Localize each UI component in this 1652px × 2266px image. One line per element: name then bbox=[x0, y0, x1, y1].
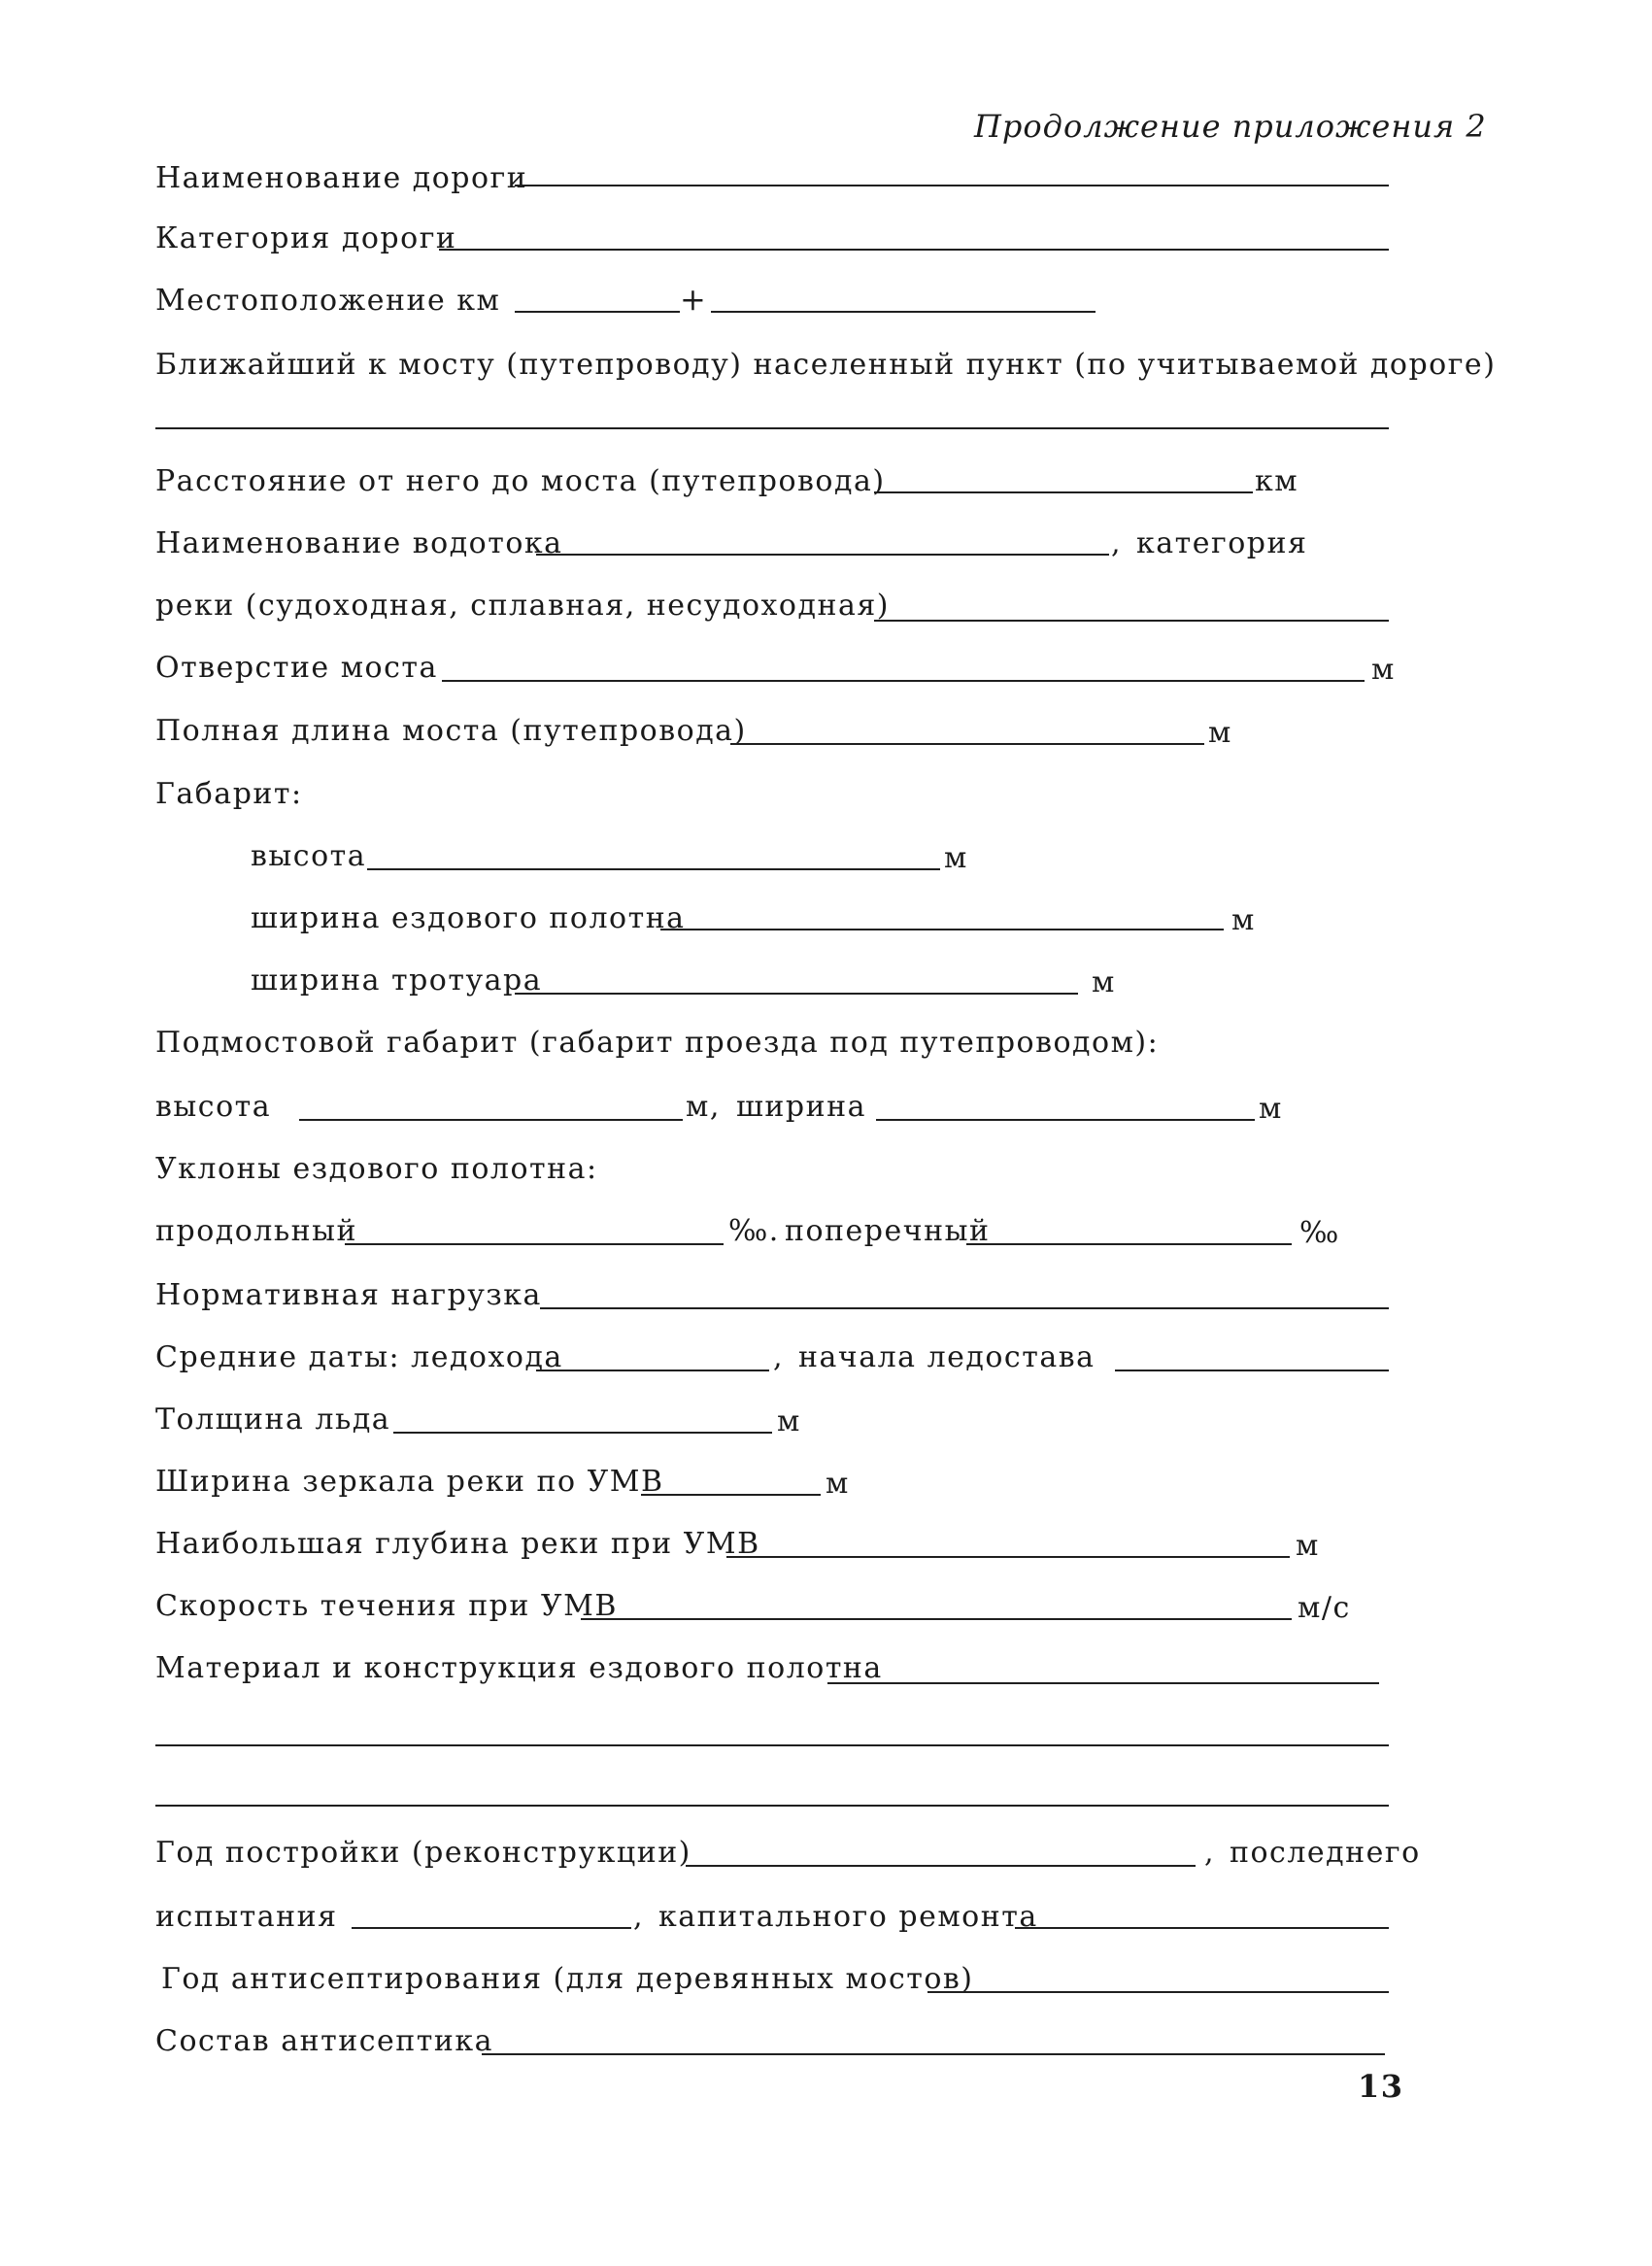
full-length-unit: м bbox=[1208, 716, 1232, 750]
river-type-label: реки (судоходная, сплавная, несудоходная) bbox=[155, 589, 890, 623]
avg-dates-label: Средние даты: ледохода bbox=[155, 1340, 563, 1374]
max-depth-unit: м bbox=[1296, 1529, 1320, 1563]
location-plus-field[interactable] bbox=[711, 311, 1096, 313]
antiseptic-year-field[interactable] bbox=[927, 1991, 1389, 1993]
carriageway-width-label: ширина ездового полотна bbox=[251, 901, 686, 935]
test-comma: , bbox=[633, 1900, 645, 1934]
river-type-field[interactable] bbox=[874, 620, 1389, 622]
clearance-label: Габарит: bbox=[155, 777, 303, 811]
under-clearance-label: Подмостовой габарит (габарит проезда под путепроводом): bbox=[155, 1026, 1160, 1060]
flow-speed-label: Скорость течения при УМВ bbox=[155, 1589, 618, 1623]
freeze-start-label: начала ледостава bbox=[798, 1340, 1096, 1374]
material-field-1[interactable] bbox=[827, 1682, 1379, 1684]
page-number: 13 bbox=[1358, 2068, 1404, 2105]
antiseptic-year-label: Год антисептирования (для деревянных мостов) bbox=[161, 1962, 974, 1996]
longitudinal-label: продольный bbox=[155, 1214, 358, 1248]
transverse-field[interactable] bbox=[966, 1243, 1292, 1245]
bridge-opening-field[interactable] bbox=[442, 680, 1365, 682]
height-unit: м bbox=[944, 841, 968, 875]
watercourse-comma: , bbox=[1111, 526, 1123, 560]
under-width-unit: м bbox=[1259, 1092, 1283, 1126]
material-field-3[interactable] bbox=[155, 1805, 1389, 1807]
transverse-label: поперечный bbox=[785, 1214, 991, 1248]
plus-sign: + bbox=[680, 281, 708, 318]
sidewalk-width-label: ширина тротуара bbox=[251, 964, 543, 998]
flow-speed-field[interactable] bbox=[581, 1618, 1292, 1620]
under-height-unit: м, bbox=[686, 1090, 721, 1124]
nearest-settlement-label: Ближайший к мосту (путепроводу) населенный пункт (по учитываемой дороге) bbox=[155, 348, 1497, 382]
river-width-field[interactable] bbox=[641, 1494, 821, 1496]
longitudinal-unit: ‰. bbox=[728, 1214, 780, 1248]
freeze-start-field[interactable] bbox=[1115, 1370, 1389, 1371]
watercourse-label: Наименование водотока bbox=[155, 526, 563, 560]
carriageway-width-unit: м bbox=[1231, 903, 1256, 937]
year-built-label: Год постройки (реконструкции) bbox=[155, 1836, 691, 1870]
year-built-comma: , bbox=[1204, 1836, 1216, 1870]
location-km-field[interactable] bbox=[515, 311, 680, 313]
material-label: Материал и конструкция ездового полотна bbox=[155, 1651, 883, 1685]
page-header: Продолжение приложения 2 bbox=[974, 108, 1487, 145]
antiseptic-composition-field[interactable] bbox=[482, 2053, 1385, 2055]
overhaul-field[interactable] bbox=[1015, 1927, 1389, 1929]
material-field-2[interactable] bbox=[155, 1744, 1389, 1746]
river-width-unit: м bbox=[826, 1467, 850, 1501]
ice-thickness-field[interactable] bbox=[393, 1432, 772, 1434]
distance-unit: км bbox=[1255, 464, 1299, 498]
under-width-label: ширина bbox=[736, 1090, 866, 1124]
category-label: категория bbox=[1136, 526, 1308, 560]
ice-drift-comma: , bbox=[773, 1340, 785, 1374]
under-height-label: высота bbox=[155, 1090, 272, 1124]
last-label: последнего bbox=[1230, 1836, 1421, 1870]
sidewalk-width-field[interactable] bbox=[515, 993, 1078, 995]
road-category-label: Категория дороги bbox=[155, 221, 457, 255]
distance-field[interactable] bbox=[874, 491, 1253, 493]
slopes-label: Уклоны ездового полотна: bbox=[155, 1152, 598, 1186]
year-built-field[interactable] bbox=[686, 1865, 1196, 1867]
transverse-unit: ‰ bbox=[1299, 1216, 1340, 1250]
ice-drift-field[interactable] bbox=[536, 1370, 769, 1371]
full-length-label: Полная длина моста (путепровода) bbox=[155, 714, 747, 748]
ice-thickness-unit: м bbox=[777, 1404, 801, 1438]
flow-speed-unit: м/с bbox=[1298, 1591, 1351, 1625]
road-name-label: Наименование дороги bbox=[155, 161, 528, 195]
test-label: испытания bbox=[155, 1900, 338, 1934]
carriageway-width-field[interactable] bbox=[660, 929, 1224, 930]
design-load-field[interactable] bbox=[540, 1307, 1389, 1309]
design-load-label: Нормативная нагрузка bbox=[155, 1278, 542, 1312]
height-label: высота bbox=[251, 839, 367, 873]
antiseptic-composition-label: Состав антисептика bbox=[155, 2024, 493, 2058]
bridge-opening-label: Отверстие моста bbox=[155, 651, 438, 685]
sidewalk-width-unit: м bbox=[1092, 965, 1116, 999]
full-length-field[interactable] bbox=[730, 743, 1204, 745]
bridge-opening-unit: м bbox=[1371, 653, 1396, 687]
max-depth-field[interactable] bbox=[726, 1556, 1290, 1558]
ice-thickness-label: Толщина льда bbox=[155, 1403, 391, 1437]
test-field[interactable] bbox=[352, 1927, 631, 1929]
road-name-field[interactable] bbox=[515, 185, 1389, 186]
longitudinal-field[interactable] bbox=[345, 1243, 724, 1245]
under-height-field[interactable] bbox=[299, 1119, 683, 1121]
distance-label: Расстояние от него до моста (путепровода) bbox=[155, 464, 886, 498]
road-category-field[interactable] bbox=[439, 249, 1389, 251]
height-field[interactable] bbox=[367, 868, 940, 870]
overhaul-label: капитального ремонта bbox=[658, 1900, 1038, 1934]
location-label: Местоположение км bbox=[155, 284, 501, 318]
max-depth-label: Наибольшая глубина реки при УМВ bbox=[155, 1527, 760, 1561]
river-width-label: Ширина зеркала реки по УМВ bbox=[155, 1465, 664, 1499]
nearest-settlement-field[interactable] bbox=[155, 427, 1389, 429]
under-width-field[interactable] bbox=[876, 1119, 1255, 1121]
watercourse-field[interactable] bbox=[536, 554, 1109, 556]
